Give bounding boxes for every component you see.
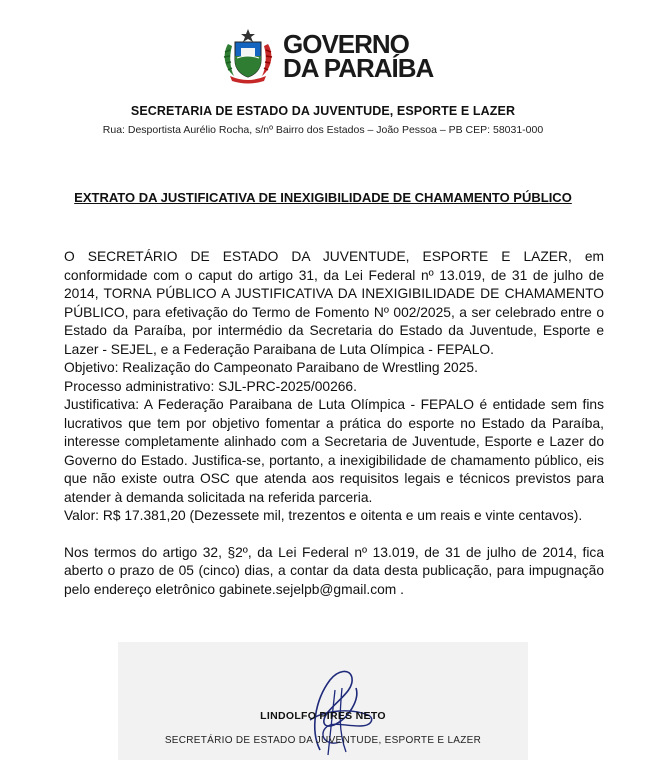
valor-line: Valor: R$ 17.381,20 (Dezessete mil, trezentos e oitenta e um reais e vinte centavos). bbox=[64, 508, 583, 523]
signatory-name: LINDOLFO PIRES NETO bbox=[260, 710, 386, 722]
paragraph-gap bbox=[64, 526, 604, 544]
address-line: Rua: Desportista Aurélio Rocha, s/nº Bairro dos Estados – João Pessoa – PB CEP: 58031-000 bbox=[102, 124, 544, 136]
secretaria-heading: SECRETARIA DE ESTADO DA JUVENTUDE, ESPORTE E LAZER bbox=[130, 104, 516, 118]
gov-line-1: GOVERNO bbox=[283, 29, 409, 59]
paraiba-coat-of-arms-icon bbox=[220, 28, 276, 84]
signatory-role: SECRETÁRIO DE ESTADO DA JUVENTUDE, ESPORTE E LAZER bbox=[164, 735, 482, 746]
letterhead bbox=[0, 28, 646, 88]
government-logo-text bbox=[283, 29, 434, 83]
objetivo-line: Objetivo: Realização do Campeonato Paraibano de Wrestling 2025. bbox=[64, 360, 478, 375]
intro-paragraph: O SECRETÁRIO DE ESTADO DA JUVENTUDE, ESPORTE E LAZER, em conformidade com o caput do artigo 31, da Lei Federal nº 13.019, de 31 de julho de 2014, TORNA PÚBLICO A JUSTIFICATIVA DA INEXIGIBILIDADE DE CHAMAMENTO PÚBLICO, para efetivação do Termo de Fomento Nº 002/2025, a ser celebrado entre o Estado da Paraíba, por intermédio da Secretaria do Estado da Juventude, Esporte e Lazer - SEJEL, e a Federação Paraibana de Luta Olímpica - FEPALO. bbox=[64, 249, 604, 357]
processo-line: Processo administrativo: SJL-PRC-2025/00266. bbox=[64, 378, 357, 394]
justificativa-paragraph: Justificativa: A Federação Paraibana de Luta Olímpica - FEPALO é entidade sem fins lucrativos que tem por objetivo fomentar a prática do esporte no Estado da Paraíba, interesse completamente alinhado com a Secretaria de Juventude, Esporte e Lazer do Governo do Estado. Justifica-se, portanto, a inexigibilidade de chamamento público, eis que não existe outra OSC que atenda aos requisitos legais e técnicos previstos para atender à demanda solicitada na referida parceria. bbox=[64, 397, 604, 505]
document-body bbox=[64, 248, 604, 599]
prazo-paragraph: Nos termos do artigo 32, §2º, da Lei Federal nº 13.019, de 31 de julho de 2014, fica aberto o prazo de 05 (cinco) dias, a contar da data desta publicação, para impugnação pelo endereço eletrônico gabinete.sejelpb@gmail.com . bbox=[64, 544, 604, 597]
document-title: EXTRATO DA JUSTIFICATIVA DE INEXIGIBILIDADE DE CHAMAMENTO PÚBLICO bbox=[74, 190, 572, 205]
gov-line-2: DA PARAÍBA bbox=[283, 53, 434, 83]
